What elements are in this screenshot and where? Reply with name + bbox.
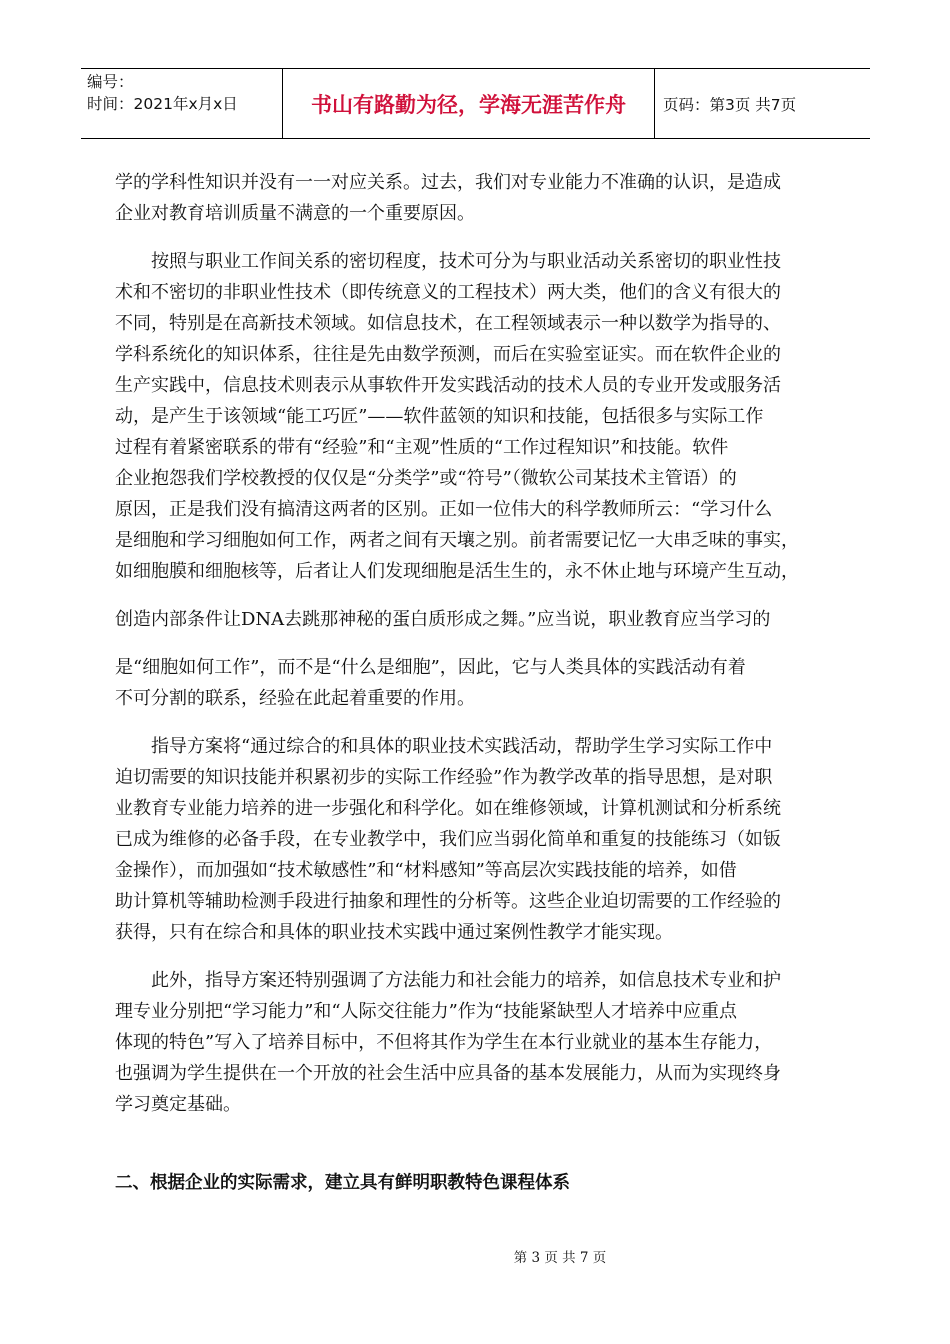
text-line: 迫切需要的知识技能并积累初步的实际工作经验”作为教学改革的指导思想，是对职 [115,767,773,788]
section-heading: 二、根据企业的实际需求，建立具有鲜明职教特色课程体系 [115,1173,570,1193]
text-line: 也强调为学生提供在一个开放的社会生活中应具备的基本发展能力，从而为实现终身 [115,1063,781,1084]
text-line: 是细胞和学习细胞如何工作，两者之间有天壤之别。前者需要记忆一大串乏味的事实， [115,530,799,551]
header-page-label: 页码：第3页 共7页 [663,95,797,114]
text-line: 创造内部条件让DNA去跳那神秘的蛋白质形成之舞。”应当说，职业教育应当学习的 [115,609,771,630]
text-line: 业教育专业能力培养的进一步强化和科学化。如在维修领域，计算机测试和分析系统 [115,798,781,819]
text-line: 不可分割的联系，经验在此起着重要的作用。 [115,688,475,709]
paragraph [115,652,839,714]
text-line: 理专业分别把“学习能力”和“人际交往能力”作为“技能紧缺型人才培养中应重点 [115,1001,738,1022]
paragraph [115,167,839,229]
text-line: 过程有着紧密联系的带有“经验”和“主观”性质的“工作过程知识”和技能。软件 [115,437,729,458]
header-motto: 书山有路勤为径，学海无涯苦作舟 [282,69,655,138]
text-line: 体现的特色”写入了培养目标中，不但将其作为学生在本行业就业的基本生存能力， [115,1032,773,1053]
text-line: 企业抱怨我们学校教授的仅仅是“分类学”或“符号”（微软公司某技术主管语）的 [115,468,737,489]
text-line: 按照与职业工作间关系的密切程度，技术可分为与职业活动关系密切的职业性技 [151,251,781,272]
text-line: 此外，指导方案还特别强调了方法能力和社会能力的培养，如信息技术专业和护 [151,970,781,991]
document-body [115,167,839,1199]
text-line: 金操作），而加强如“技术敏感性”和“材料感知”等高层次实践技能的培养，如借 [115,860,737,881]
text-line: 指导方案将“通过综合的和具体的职业技术实践活动，帮助学生学习实际工作中 [151,736,773,757]
text-line: 原因，正是我们没有搞清这两者的区别。正如一位伟大的科学教师所云：“学习什么 [115,499,773,520]
paragraph [115,965,839,1120]
text-line: 如细胞膜和细胞核等，后者让人们发现细胞是活生生的，永不休止地与环境产生互动， [115,561,799,582]
page-footer: 第 3 页 共 7 页 [513,1250,607,1266]
doc-code-label: 编号： [87,73,134,91]
doc-time-label: 时间：2021年x月x日 [87,95,238,113]
paragraph [115,731,839,948]
text-line: 学的学科性知识并没有一一对应关系。过去，我们对专业能力不准确的认识，是造成 [115,172,781,193]
text-line: 助计算机等辅助检测手段进行抽象和理性的分析等。这些企业迫切需要的工作经验的 [115,891,781,912]
text-line: 获得，只有在综合和具体的职业技术实践中通过案例性教学才能实现。 [115,922,673,943]
text-line: 学科系统化的知识体系，往往是先由数学预测，而后在实验室证实。而在软件企业的 [115,344,781,365]
text-line: 学习奠定基础。 [115,1094,241,1115]
text-line: 术和不密切的非职业性技术（即传统意义的工程技术）两大类，他们的含义有很大的 [115,282,781,303]
page-header [81,68,870,139]
header-meta [81,69,282,138]
text-line: 动，是产生于该领域“能工巧匠”——软件蓝领的知识和技能，包括很多与实际工作 [115,406,764,427]
text-line: 已成为维修的必备手段，在专业教学中，我们应当弱化简单和重复的技能练习（如钣 [115,829,781,850]
paragraph [115,604,839,635]
text-line: 生产实践中，信息技术则表示从事软件开发实践活动的技术人员的专业开发或服务活 [115,375,781,396]
text-line: 不同，特别是在高新技术领域。如信息技术，在工程领域表示一种以数学为指导的、 [115,313,781,334]
text-line: 企业对教育培训质量不满意的一个重要原因。 [115,203,475,224]
paragraph [115,246,839,587]
text-line: 是“细胞如何工作”，而不是“什么是细胞”，因此，它与人类具体的实践活动有着 [115,657,746,678]
